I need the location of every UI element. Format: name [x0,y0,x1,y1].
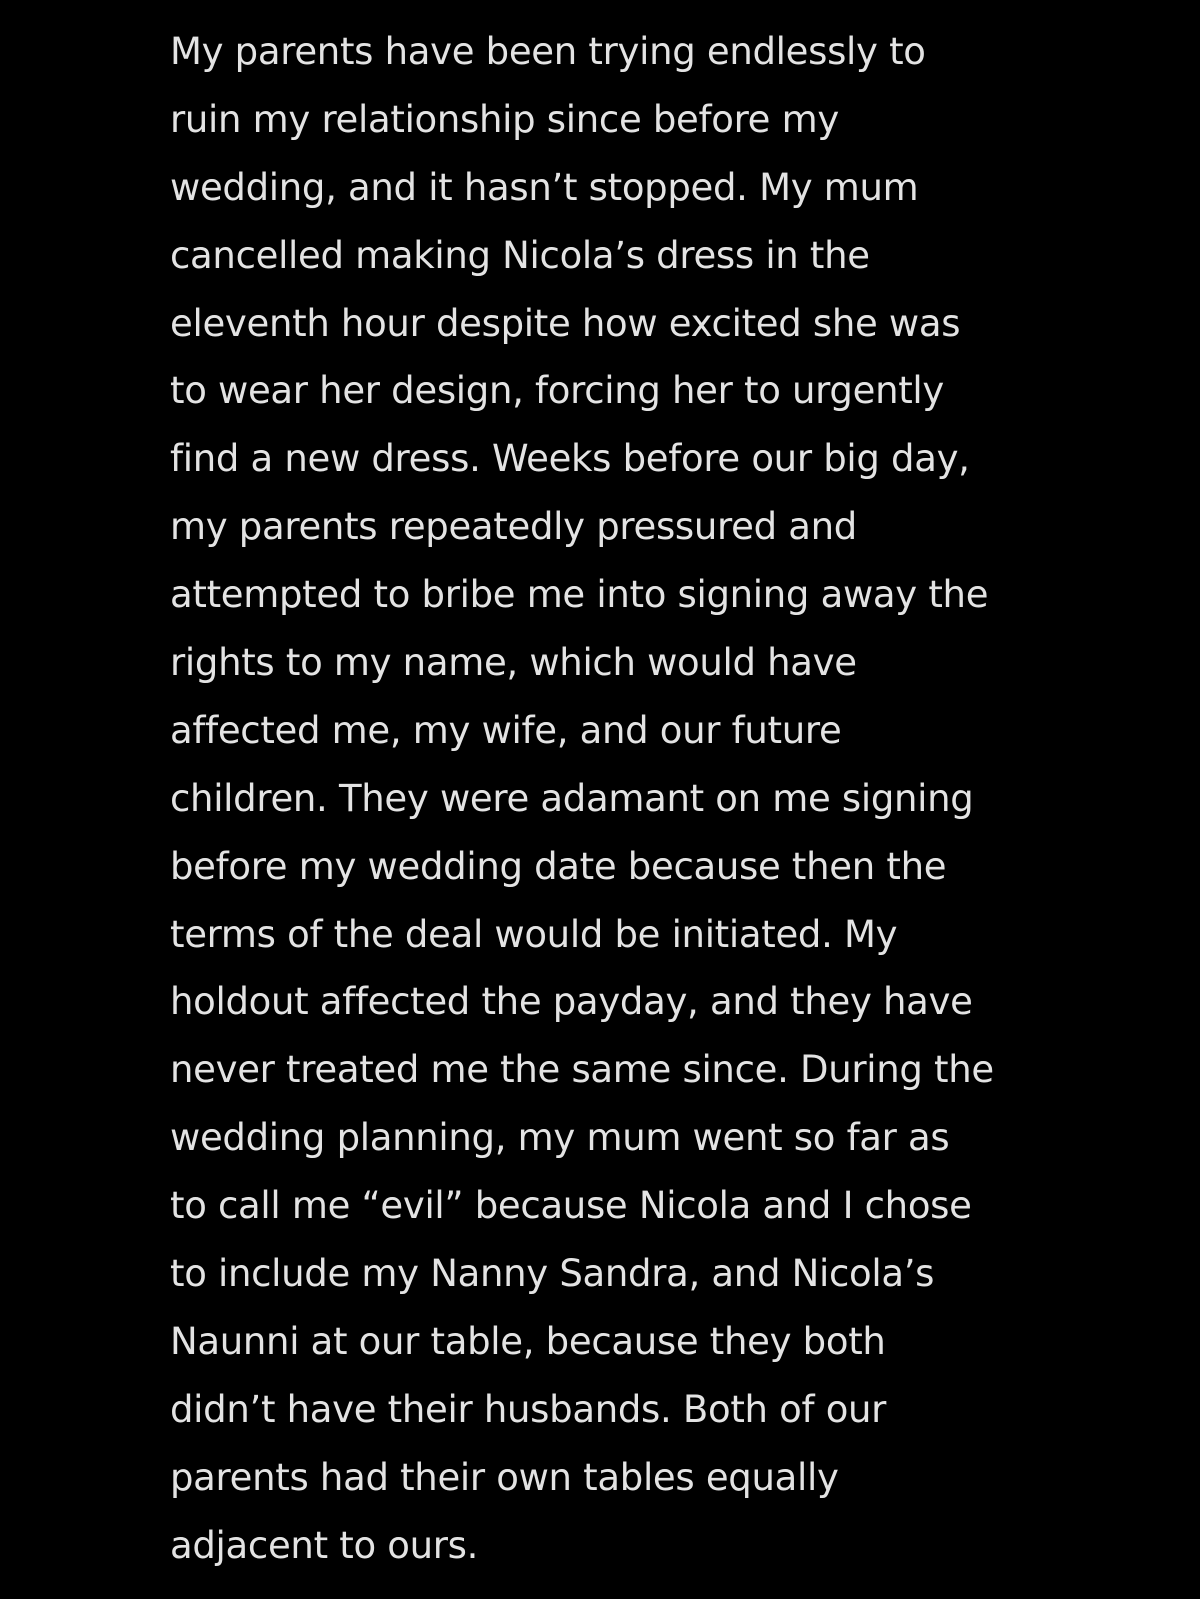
post-text-line: before my wedding date because then the [170,844,947,888]
post-text-line: adjacent to ours. [170,1523,479,1567]
post-text-line: eleventh hour despite how excited she was [170,301,961,345]
post-text-block [170,18,1070,1579]
post-text-line: parents had their own tables equally [170,1455,839,1499]
post-text-line: terms of the deal would be initiated. My [170,912,898,956]
post-text-line: rights to my name, which would have [170,641,857,685]
post-text-line: find a new dress. Weeks before our big day, [170,437,970,481]
post-text-line: holdout affected the payday, and they have [170,980,973,1024]
post-text-line: My parents have been trying endlessly to [170,30,926,73]
post-text-line: ruin my relationship since before my [170,97,839,141]
post-text-line: to call me “evil” because Nicola and I chose [170,1184,972,1228]
post-text-line: cancelled making Nicola’s dress in the [170,233,870,277]
post-text-line: wedding, and it hasn’t stopped. My mum [170,165,919,209]
post-text-line: children. They were adamant on me signing [170,776,974,820]
post-text-line: Naunni at our table, because they both [170,1319,886,1363]
post-text-line: my parents repeatedly pressured and [170,505,857,549]
post-text-line: to wear her design, forcing her to urgently [170,369,945,413]
post-text-line: affected me, my wife, and our future [170,708,842,752]
post-text-line: wedding planning, my mum went so far as [170,1116,950,1160]
post-text-line: attempted to bribe me into signing away the [170,573,989,617]
post-text-line: to include my Nanny Sandra, and Nicola’s [170,1252,935,1296]
post-text-line: didn’t have their husbands. Both of our [170,1387,887,1431]
post-text-line: never treated me the same since. During the [170,1048,994,1092]
